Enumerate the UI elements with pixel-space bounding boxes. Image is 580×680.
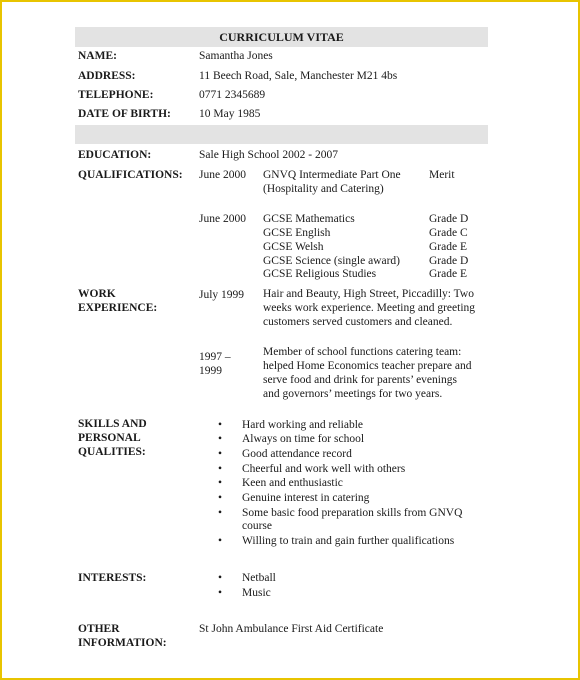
bullet: • [218, 448, 223, 460]
job2-desc: helped Home Economics teacher prepare and [263, 360, 472, 372]
other-label: OTHER [78, 623, 120, 635]
gnvq-course-detail: (Hospitality and Catering) [263, 183, 384, 195]
education-value: Sale High School 2002 - 2007 [199, 149, 338, 161]
work-label: WORK [78, 288, 116, 300]
education-label: EDUCATION: [78, 149, 152, 161]
gcse-subject: GCSE Religious Studies [263, 268, 377, 280]
gcse-subject: GCSE Welsh [263, 241, 324, 253]
bullet: • [218, 587, 223, 599]
gnvq-date: June 2000 [199, 169, 246, 181]
other-value: St John Ambulance First Aid Certificate [199, 623, 384, 635]
job2-date: 1999 [199, 365, 222, 377]
work-label: EXPERIENCE: [78, 302, 158, 314]
interest-item: Music [242, 587, 271, 599]
address-label: ADDRESS: [78, 70, 136, 82]
gnvq-course: GNVQ Intermediate Part One [263, 169, 401, 181]
gcse-grade: Grade E [429, 241, 467, 253]
qualifications-label: QUALIFICATIONS: [78, 169, 183, 181]
skill-item: Genuine interest in catering [242, 492, 370, 504]
gcse-subject: GCSE Mathematics [263, 213, 355, 225]
gcse-subject: GCSE English [263, 227, 331, 239]
gcse-grade: Grade D [429, 213, 469, 225]
telephone-value: 0771 2345689 [199, 89, 266, 101]
job2-date: 1997 – [199, 351, 231, 363]
job1-desc: Hair and Beauty, High Street, Piccadilly: Two [263, 288, 474, 300]
skill-item: Keen and enthusiastic [242, 477, 343, 489]
job2-desc: and governors’ meetings for two years. [263, 388, 443, 400]
bullet: • [218, 535, 223, 547]
skill-item: Some basic food preparation skills from GNVQ [242, 507, 463, 519]
section-band [75, 125, 488, 144]
other-label: INFORMATION: [78, 637, 167, 649]
skill-item: Hard working and reliable [242, 419, 364, 431]
page-title: CURRICULUM VITAE [219, 30, 344, 44]
job2-desc: Member of school functions catering team: [263, 346, 462, 358]
gcse-subject: GCSE Science (single award) [263, 255, 401, 267]
skills-label: QUALITIES: [78, 446, 146, 458]
skill-item: Willing to train and gain further qualifications [242, 535, 455, 547]
bullet: • [218, 419, 223, 431]
interests-label: INTERESTS: [78, 572, 147, 584]
gcse-date: June 2000 [199, 213, 246, 225]
gcse-grade: Grade E [429, 268, 467, 280]
name-label: NAME: [78, 50, 117, 62]
skill-item: Good attendance record [242, 448, 352, 460]
skill-item: Cheerful and work well with others [242, 463, 406, 475]
telephone-label: TELEPHONE: [78, 89, 154, 101]
bullet: • [218, 463, 223, 475]
bullet: • [218, 507, 223, 519]
gcse-grade: Grade D [429, 255, 469, 267]
skills-label: PERSONAL [78, 432, 141, 444]
bullet: • [218, 433, 223, 445]
bullet: • [218, 492, 223, 504]
address-value: 11 Beech Road, Sale, Manchester M21 4bs [199, 70, 398, 82]
dob-label: DATE OF BIRTH: [78, 108, 171, 120]
dob-value: 10 May 1985 [199, 108, 261, 120]
job2-desc: serve food and drink for parents’ evenings [263, 374, 457, 386]
interest-item: Netball [242, 572, 276, 584]
bullet: • [218, 477, 223, 489]
job1-desc: weeks work experience. Meeting and greeting [263, 302, 476, 314]
skills-label: SKILLS AND [78, 418, 147, 430]
gnvq-grade: Merit [429, 169, 455, 181]
bullet: • [218, 572, 223, 584]
job1-desc: customers served customers and cleaned. [263, 316, 453, 328]
name-value: Samantha Jones [199, 50, 273, 62]
skill-item-continued: course [242, 520, 273, 532]
gcse-grade: Grade C [429, 227, 468, 239]
skill-item: Always on time for school [242, 433, 365, 445]
job1-date: July 1999 [199, 289, 245, 301]
